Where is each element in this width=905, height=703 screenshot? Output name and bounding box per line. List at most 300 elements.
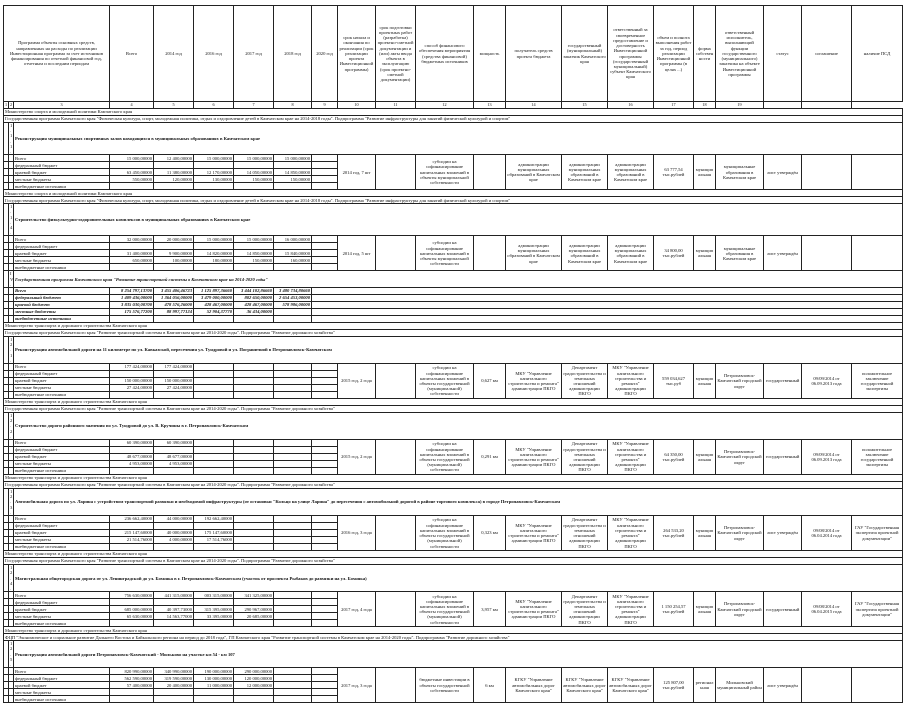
ownership-cell: региональная	[694, 668, 716, 703]
funding-cell: субсидии на софинансирование капитальных вложений в объекты муниципальной собственности	[416, 236, 474, 271]
period-cell: 2015 год, 2 года	[338, 440, 376, 475]
fin-value	[312, 243, 338, 250]
fin-value	[234, 440, 274, 447]
design-cell	[376, 668, 416, 703]
executor-cell: Петропавловск-Камчатский городской округ	[716, 364, 764, 399]
fin-value: 175 147,60000	[194, 530, 234, 537]
funding-cell: субсидии на софинансирование капитальных вложений в объекты государственной (муниципальной) собственности	[416, 516, 474, 551]
fin-value: 100,00000	[154, 257, 194, 264]
fin-value	[194, 183, 234, 190]
transport-item-title-row	[4, 337, 903, 364]
column-numbers-row	[4, 102, 903, 109]
summary-label: краевой бюджет	[14, 302, 110, 309]
funding-cell: субсидии на софинансирование капитальных вложений в объекты государственной (муниципальной) собственности	[416, 440, 474, 475]
fin-value	[110, 371, 154, 378]
fin-label: краевой бюджет	[14, 606, 110, 613]
fin-label: местные бюджеты	[14, 689, 110, 696]
executor-cell: Петропавловск-Камчатский городской округ	[716, 592, 764, 627]
fin-value: 14 820,00000	[194, 250, 234, 257]
ministry-label: Министерство транспорта и дорожного строительства Камчатского края	[4, 475, 903, 482]
summary-row	[4, 309, 903, 316]
fin-value	[274, 696, 312, 703]
fin-value: 120,00000	[154, 176, 194, 183]
fin-value: 215 147,60000	[110, 530, 154, 537]
fin-value	[194, 364, 234, 371]
ministry-label-row	[4, 551, 903, 558]
fin-value: 650,00000	[110, 257, 154, 264]
fin-value	[274, 461, 312, 468]
fin-value: 11 000,00000	[194, 682, 234, 689]
customer-cell: администрации муниципальных образований в Камчатском крае	[562, 155, 608, 190]
program-label: Государственная программа Камчатского края "Развитие транспортной системы в Камчатском крае на 2014-2020 годы". Подпрограмма "Развитие дорожного хозяйства"	[4, 330, 903, 337]
fin-value: 20 685,00000	[234, 613, 274, 620]
funding-cell: субсидии на софинансирование капитальных вложений в объекты государственной (муниципальной) собственности	[416, 364, 474, 399]
fin-value: 4 953,00000	[110, 461, 154, 468]
agreement-cell	[802, 236, 852, 271]
summary-rest	[312, 316, 903, 323]
fin-value	[312, 378, 338, 385]
fin-value: 4 953,00000	[154, 461, 194, 468]
fin-label: Всего	[14, 668, 110, 675]
summary-value	[154, 316, 194, 323]
power-cell	[474, 236, 506, 271]
fin-value	[312, 613, 338, 620]
status-cell: государственный	[764, 592, 802, 627]
fin-value	[274, 613, 312, 620]
fin-value	[312, 689, 338, 696]
design-cell	[376, 440, 416, 475]
summary-value: 3 480 734,80660	[274, 288, 312, 295]
fin-value	[312, 162, 338, 169]
summary-value: 36 434,00000	[234, 309, 274, 316]
fin-value	[110, 620, 154, 627]
psd-cell: положительное заключение государственной экспертизы	[852, 440, 903, 475]
transport-item-title-row	[4, 489, 903, 516]
fin-label: Всего	[14, 440, 110, 447]
fin-value	[154, 544, 194, 551]
status-cell: лист утверждён	[764, 236, 802, 271]
fin-value: 177 424,00000	[154, 364, 194, 371]
fin-value	[154, 264, 194, 271]
fin-value	[194, 696, 234, 703]
ministry-label: Министерство спорта и молодежной политики Камчатского края	[4, 109, 903, 116]
summary-value: 88 997,77124	[154, 309, 194, 316]
fin-value: 12 000,00000	[234, 682, 274, 689]
ministry-label: Министерство спорта и молодежной политики Камчатского края	[4, 190, 903, 197]
program-label-row	[4, 634, 903, 641]
fin-value	[194, 544, 234, 551]
fin-value: 15 000,00000	[110, 155, 154, 162]
item-number: 1.1.1.	[10, 123, 13, 155]
fin-value	[234, 461, 274, 468]
summary-number: IV.	[10, 271, 14, 287]
program-label: Государственная программа Камчатского края "Развитие транспортной системы в Камчатском крае на 2014-2020 годы". Подпрограмма "Развитие дорожного хозяйства"	[4, 558, 903, 565]
fin-value	[194, 461, 234, 468]
fin-value	[234, 523, 274, 530]
fin-value: 14 850,00000	[274, 169, 312, 176]
ministry-label-row	[4, 399, 903, 406]
fin-value: 290 000,00000	[234, 668, 274, 675]
fin-value	[154, 162, 194, 169]
fin-value: 20 000,00000	[154, 236, 194, 243]
fin-value	[110, 243, 154, 250]
column-number: 8	[274, 102, 312, 109]
program-label: Государственная программа Камчатского края "Физическая культура, спорт, молодежная политика, отдых и оздоровление детей в Камчатском крае на 2014-2018 годы". Подпрограмма "Развитие инфраструктуры для занятий физической культурой и спортом"	[4, 116, 903, 123]
fin-value	[274, 468, 312, 475]
responsible-cell: МКУ "Управление капитального строительства и ремонта" администрации ПКГО	[608, 516, 654, 551]
agreement-cell	[802, 668, 852, 703]
summary-rest	[312, 288, 903, 295]
fin-value: 14 563,77000	[154, 613, 194, 620]
volume-cell: 559 034,627 тыс.руб	[654, 364, 694, 399]
fin-value: 15 840,00000	[274, 250, 312, 257]
summary-value: 1 409 436,00000	[110, 295, 154, 302]
fin-value: 32 000,00000	[110, 236, 154, 243]
fin-label: краевой бюджет	[14, 378, 110, 385]
design-cell	[376, 364, 416, 399]
fin-value	[154, 243, 194, 250]
header-funding-method: способ финансового обеспечения мероприятия (средства финансовой) бюджетных источников	[416, 6, 474, 102]
header-customer: государственный (муниципальный) заказчик Камчатского края	[562, 6, 608, 102]
fin-value	[154, 696, 194, 703]
fin-value	[194, 392, 234, 399]
ministry-label-row	[4, 627, 903, 634]
fin-value	[110, 264, 154, 271]
fin-label: федеральный бюджет	[14, 523, 110, 530]
transport-item-fin-row	[4, 440, 903, 447]
column-number: 19	[716, 102, 764, 109]
transport-item-title-row	[4, 413, 903, 440]
period-cell: 2014 год, 7 шт	[338, 155, 376, 190]
program-label-row	[4, 116, 903, 123]
fin-label: Всего	[14, 592, 110, 599]
fin-label: внебюджетные источники	[14, 544, 110, 551]
fin-value: 192 662,40000	[194, 516, 234, 523]
transport-item-title-row	[4, 565, 903, 592]
summary-rest	[312, 309, 903, 316]
ministry-label-row	[4, 190, 903, 197]
program-label-row	[4, 406, 903, 413]
fin-value	[234, 183, 274, 190]
responsible-cell: администрации муниципальных образований в Камчатском крае	[608, 236, 654, 271]
fin-value	[234, 392, 274, 399]
volume-cell: 264 533,20 тыс.рублей	[654, 516, 694, 551]
fin-label: местные бюджеты	[14, 176, 110, 183]
executor-cell: муниципальные образования в Камчатском крае	[716, 155, 764, 190]
fin-value	[312, 447, 338, 454]
fin-value: 16 000,00000	[274, 236, 312, 243]
psd-cell	[852, 155, 903, 190]
fin-value	[110, 162, 154, 169]
fin-value	[312, 257, 338, 264]
status-cell: лист утверждён	[764, 668, 802, 703]
executor-cell: Мильковский муниципальный район	[716, 668, 764, 703]
fin-value: 15 000,00000	[234, 236, 274, 243]
fin-value	[274, 183, 312, 190]
fin-value	[110, 447, 154, 454]
fin-value: 65 630,00000	[110, 613, 154, 620]
fin-value: 315 395,00000	[194, 606, 234, 613]
sport-item-fin-row	[4, 236, 903, 243]
fin-value	[194, 162, 234, 169]
status-cell: государственный	[764, 364, 802, 399]
fin-value: 550,00000	[110, 176, 154, 183]
fin-value	[234, 696, 274, 703]
fin-label: федеральный бюджет	[14, 447, 110, 454]
volume-cell: 1 150 254,57 тыс.рублей	[654, 592, 694, 627]
fin-value	[234, 530, 274, 537]
program-label: ФЦП "Экономическое и социальное развитие Дальнего Востока и Байкальского региона на период до 2018 года", ГП Камчатского края "Развитие транспортной системы в Камчатском крае на 2014-2020 годы". Подпрограмма "Развитие дорожного хозяйства"	[4, 634, 903, 641]
ownership-cell: муниципальная	[694, 236, 716, 271]
fin-value	[312, 620, 338, 627]
fin-value	[110, 523, 154, 530]
fin-value: 150 000,00000	[154, 378, 194, 385]
fin-value	[234, 378, 274, 385]
fin-value: 12 400,00000	[154, 155, 194, 162]
executor-cell: муниципальные образования в Камчатском крае	[716, 236, 764, 271]
fin-value: 150 000,00000	[110, 378, 154, 385]
fin-value	[312, 250, 338, 257]
column-number: 2	[10, 102, 13, 108]
fin-value: 21 514,76000	[110, 537, 154, 544]
fin-value: 562 590,00000	[110, 675, 154, 682]
status-cell: государственный	[764, 440, 802, 475]
fin-value	[312, 682, 338, 689]
fin-value	[312, 696, 338, 703]
fin-value	[312, 454, 338, 461]
item-name: Реконструкция муниципальных спортивных залов находящихся в муниципальных образованиях в Камчатском крае	[14, 123, 903, 155]
psd-cell	[852, 236, 903, 271]
fin-value	[274, 162, 312, 169]
fin-value: 4 000,00000	[154, 537, 194, 544]
summary-row	[4, 295, 903, 302]
fin-label: краевой бюджет	[14, 169, 110, 176]
fin-label: Всего	[14, 516, 110, 523]
fin-value: 820 990,00000	[110, 668, 154, 675]
fin-value	[234, 454, 274, 461]
fin-value	[194, 440, 234, 447]
fin-value	[154, 183, 194, 190]
program-label-row	[4, 482, 903, 489]
ministry-label-row	[4, 109, 903, 116]
column-number: 16	[608, 102, 654, 109]
column-number: 13	[474, 102, 506, 109]
fin-value	[312, 530, 338, 537]
item-number: 12.1.	[10, 337, 13, 363]
customer-cell: Департамент градостроительства и земельных отношений администрации ПКГО	[562, 592, 608, 627]
item-name: Автомобильная дорога по ул. Ларина с устройством транспортной развязки и необходимой инфраструктуры (от остановки "Кольцо на улице Ларина" до пересечения с автомобильной дорогой в районе торгового комплекса) в городе Петропавловск-Камчатском	[14, 489, 903, 516]
executor-cell: Петропавловск-Камчатский городской округ	[716, 440, 764, 475]
psd-cell: положительное заключение государственной экспертизы	[852, 364, 903, 399]
period-cell: 2017 год, 3 года	[338, 668, 376, 703]
summary-value	[274, 316, 312, 323]
fin-value	[274, 675, 312, 682]
summary-rest	[312, 295, 903, 302]
agreement-cell: 09/08/2014 от 06.04.2015 года	[802, 592, 852, 627]
fin-value	[110, 392, 154, 399]
header-power: мощность	[474, 6, 506, 102]
header-2016: 2016 год	[194, 6, 234, 102]
fin-value	[274, 447, 312, 454]
fin-value	[194, 378, 234, 385]
fin-value	[274, 364, 312, 371]
summary-row	[4, 288, 903, 295]
fin-value	[154, 447, 194, 454]
transport-item-fin-row	[4, 516, 903, 523]
fin-value	[274, 530, 312, 537]
investment-program-table	[3, 5, 903, 703]
header-design-period: срок подготовки проектных работ (разработка) проектно-сметной документации и (или) акты ввода объекта в эксплуатацию (срок проектно-сметной документации)	[376, 6, 416, 102]
recipient-cell: КГКУ "Управление автомобильных дорог Камчатского края"	[506, 668, 562, 703]
ministry-label: Министерство транспорта и дорожного строительства Камчатского края	[4, 627, 903, 634]
fin-value: 9 900,00000	[154, 250, 194, 257]
fin-value: 441 315,00000	[154, 592, 194, 599]
ownership-cell: муниципальная	[694, 364, 716, 399]
summary-label: Всего	[14, 288, 110, 295]
column-number: 18	[694, 102, 716, 109]
psd-cell	[852, 668, 903, 703]
summary-value	[234, 316, 274, 323]
fin-value: 15 000,00000	[194, 155, 234, 162]
column-number	[764, 102, 802, 109]
fin-value	[312, 537, 338, 544]
funding-cell: субсидии на софинансирование капитальных вложений в объекты муниципальной собственности	[416, 155, 474, 190]
fin-value	[234, 599, 274, 606]
summary-value: 8 254 797,13700	[110, 288, 154, 295]
item-number: 12.2.	[10, 413, 13, 439]
fin-value	[234, 516, 274, 523]
fin-value: 190 000,00000	[194, 668, 234, 675]
fin-value	[274, 620, 312, 627]
psd-cell: ГАУ "Государственная экспертиза проектной документации"	[852, 516, 903, 551]
fin-label: внебюджетные источники	[14, 264, 110, 271]
fin-value	[312, 592, 338, 599]
fin-value	[274, 682, 312, 689]
transport-item-title-row	[4, 641, 903, 668]
header-recipient: получатель средств проекта бюджета	[506, 6, 562, 102]
fin-value	[274, 378, 312, 385]
customer-cell: администрации муниципальных образований в Камчатском крае	[562, 236, 608, 271]
fin-value	[194, 468, 234, 475]
fin-label: местные бюджеты	[14, 385, 110, 392]
fin-value	[312, 264, 338, 271]
funding-cell: бюджетные инвестиции в объекты государственной собственности	[416, 668, 474, 703]
item-name: Строительство физкультурно-оздоровительных комплексов в муниципальных образованиях в Камчатском крае	[14, 204, 903, 236]
fin-value: 003 315,00000	[194, 592, 234, 599]
summary-label: местные бюджеты	[14, 309, 110, 316]
fin-value	[194, 447, 234, 454]
psd-cell: ГАУ "Государственная экспертиза проектной документации"	[852, 592, 903, 627]
ministry-label-row	[4, 475, 903, 482]
recipient-cell: МКУ "Управление капитального строительства и ремонта" администрации ПКГО	[506, 440, 562, 475]
fin-value: 17 514,76000	[194, 537, 234, 544]
column-number: 7	[234, 102, 274, 109]
agreement-cell	[802, 155, 852, 190]
header-agreement: соглашение	[802, 6, 852, 102]
fin-label: краевой бюджет	[14, 250, 110, 257]
agreement-cell: 09/08/2014 от 06.04.2014 года	[802, 516, 852, 551]
fin-value: 14 050,00000	[234, 169, 274, 176]
fin-value	[274, 516, 312, 523]
fin-value: 160,00000	[274, 257, 312, 264]
summary-value: 3 455 406,46723	[154, 288, 194, 295]
fin-value	[234, 371, 274, 378]
column-number: 10	[338, 102, 376, 109]
fin-value: 60 390,00000	[154, 440, 194, 447]
design-cell	[376, 236, 416, 271]
fin-label: краевой бюджет	[14, 454, 110, 461]
fin-value: 756 630,00000	[110, 592, 154, 599]
power-cell: 3,957 км	[474, 592, 506, 627]
summary-row	[4, 316, 903, 323]
fin-value: 31 400,00000	[110, 250, 154, 257]
item-number: 1.1.4.	[10, 204, 13, 236]
header-status: статус	[764, 6, 802, 102]
fin-value: 130 000,00000	[194, 675, 234, 682]
period-cell: 2014 год, 5 шт	[338, 236, 376, 271]
fin-value	[312, 461, 338, 468]
fin-label: Всего	[14, 364, 110, 371]
design-cell	[376, 155, 416, 190]
fin-value	[274, 668, 312, 675]
fin-value	[274, 454, 312, 461]
fin-value	[312, 516, 338, 523]
header-2018: 2018 год	[274, 6, 312, 102]
period-cell: 2016 год, 3 года	[338, 516, 376, 551]
fin-value	[194, 371, 234, 378]
header-executor: ответственный исполнитель, выполняющий функции государственного (муниципального) заказчика на объекте Инвестиционной программы	[716, 6, 764, 102]
summary-title: Государственная программа Камчатского края "Развитие транспортной системы в Камчатском крае на 2014-2020 годы"	[14, 271, 903, 288]
fin-value: 120 000,00000	[234, 675, 274, 682]
fin-value	[194, 454, 234, 461]
period-cell: 2017 год, 4 года	[338, 592, 376, 627]
fin-value	[274, 243, 312, 250]
column-number: 12	[416, 102, 474, 109]
ownership-cell: муниципальная	[694, 592, 716, 627]
table-header-row	[4, 6, 903, 102]
header-ownership: форма собственности	[694, 6, 716, 102]
fin-value: 340 990,00000	[154, 668, 194, 675]
fin-value: 150,00000	[234, 176, 274, 183]
fin-value	[234, 468, 274, 475]
fin-value	[194, 620, 234, 627]
fin-value: 48 677,00000	[154, 454, 194, 461]
customer-cell: Департамент градостроительства и земельных отношений администрации ПКГО	[562, 440, 608, 475]
fin-value	[274, 371, 312, 378]
header-2014: 2014 год	[154, 6, 194, 102]
design-cell	[376, 592, 416, 627]
fin-value	[194, 599, 234, 606]
item-name: Реконструкция автомобильной дороги Петропавловск-Камчатский - Мильково на участке км 54 - км 107	[14, 641, 903, 668]
fin-value	[110, 544, 154, 551]
fin-value	[312, 523, 338, 530]
fin-value: 130,00000	[194, 176, 234, 183]
item-name: Магистральная общегородская дорога от ул. Ленинградской до ул. Бохняка в г. Петропавловск-Камчатском (участок от проспекта Рыбаков до развязки на ул. Бохняка)	[14, 565, 903, 592]
fin-value: 177 424,00000	[110, 364, 154, 371]
ministry-label: Министерство транспорта и дорожного строительства Камчатского края	[4, 399, 903, 406]
fin-value	[154, 468, 194, 475]
fin-label: местные бюджеты	[14, 461, 110, 468]
agreement-cell: 09/09/2014 от 06.09.2013 года	[802, 364, 852, 399]
header-program-objects: Программа объекты основных средств, направленных на расходы по реализации Инвестиционная программа за счет источников финансирования по отчетной финансовой год, отчетным и последним периодам	[4, 6, 110, 102]
power-cell: 0,323 км	[474, 516, 506, 551]
summary-value: 3 835 030,00700	[110, 302, 154, 309]
fin-label: федеральный бюджет	[14, 675, 110, 682]
fin-value	[234, 537, 274, 544]
transport-item-fin-row	[4, 668, 903, 675]
transport-item-fin-row	[4, 592, 903, 599]
fin-value	[274, 440, 312, 447]
